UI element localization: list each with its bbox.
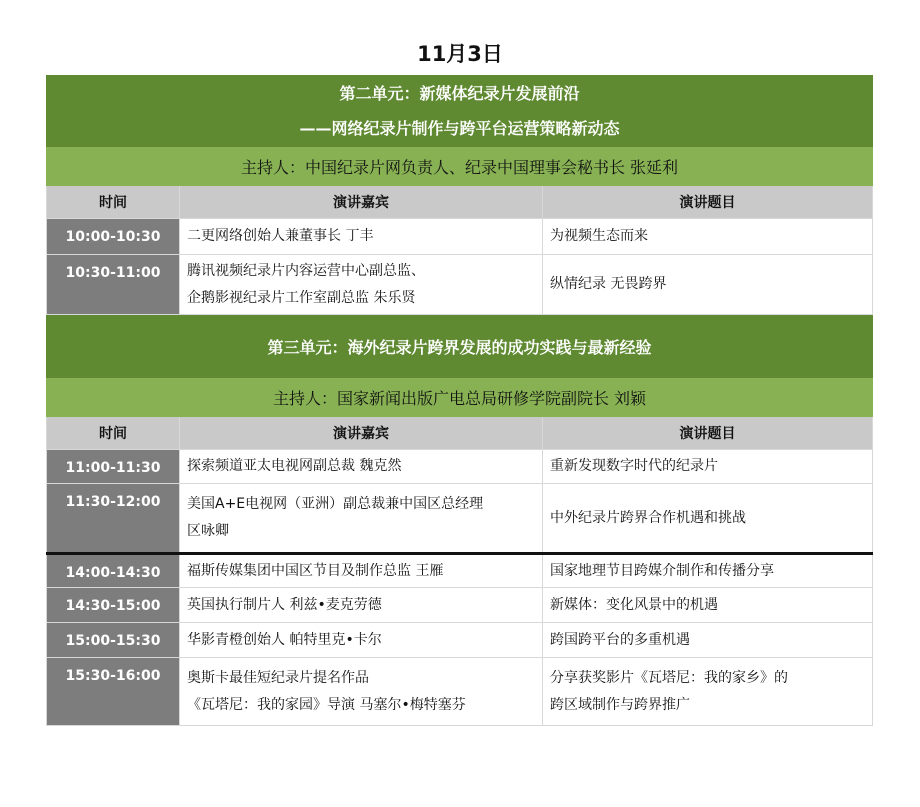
unit3-title-row [47, 315, 873, 378]
speaker-line: 企鹅影视纪录片工作室副总监 朱乐贤 [187, 289, 416, 306]
unit2-subtitle: ——网络纪录片制作与跨平台运营策略新动态 [299, 119, 620, 138]
topic-line: 国家地理节目跨媒介制作和传播分享 [550, 562, 774, 579]
speaker-line: 美国A+E电视网（亚洲）副总裁兼中国区总经理 [187, 496, 484, 512]
topic-line: 新媒体：变化风景中的机遇 [550, 596, 718, 613]
unit3-header-row [47, 417, 873, 450]
header-topic: 演讲题目 [543, 417, 873, 450]
topic-cell [543, 588, 873, 623]
header-speaker: 演讲嘉宾 [180, 186, 543, 219]
speaker-line: 福斯传媒集团中国区节目及制作总监 王雁 [187, 562, 444, 579]
topic-line: 分享获奖影片《瓦塔尼：我的家乡》的 [550, 669, 788, 686]
unit2-title-row [47, 76, 873, 147]
unit2-host-row [47, 147, 873, 186]
header-topic: 演讲题目 [543, 186, 873, 219]
unit3-title: 第三单元：海外纪录片跨界发展的成功实践与最新经验 [47, 315, 873, 378]
speaker-cell [180, 450, 543, 484]
speaker-line: 奥斯卡最佳短纪录片提名作品 [187, 669, 369, 686]
topic-cell: 纵情纪录 无畏跨界 [543, 255, 873, 315]
speaker-line: 腾讯视频纪录片内容运营中心副总监、 [187, 262, 425, 279]
header-speaker: 演讲嘉宾 [180, 417, 543, 450]
topic-cell [543, 554, 873, 588]
topic-line: 跨区域制作与跨界推广 [550, 696, 690, 713]
table-row [47, 588, 873, 623]
unit2-title-cell [47, 76, 873, 147]
time-cell: 14:00-14:30 [47, 554, 180, 588]
topic-cell [543, 623, 873, 658]
schedule-table [46, 75, 873, 726]
time-cell: 14:30-15:00 [47, 588, 180, 623]
speaker-cell [180, 219, 543, 255]
topic-line: 跨国跨平台的多重机遇 [550, 631, 690, 648]
page-date: 11月3日 [417, 42, 503, 66]
unit2-title: 第二单元：新媒体纪录片发展前沿 [339, 84, 580, 103]
speaker-cell [180, 658, 543, 726]
speaker-cell [180, 484, 543, 554]
speaker-line: 华影青橙创始人 帕特里克•卡尔 [187, 631, 382, 648]
table-row [47, 255, 873, 315]
topic-cell [543, 484, 873, 554]
unit2-host: 主持人：中国纪录片网负责人、纪录中国理事会秘书长 张延利 [47, 147, 873, 186]
header-time: 时间 [47, 417, 180, 450]
speaker-cell [180, 255, 543, 315]
speaker-cell [180, 588, 543, 623]
time-cell: 15:00-15:30 [47, 623, 180, 658]
topic-line: 中外纪录片跨界合作机遇和挑战 [550, 509, 746, 526]
table-row [47, 484, 873, 554]
time-cell: 10:00-10:30 [47, 219, 180, 255]
time-cell: 15:30-16:00 [47, 658, 180, 726]
table-row [47, 623, 873, 658]
time-cell: 11:00-11:30 [47, 450, 180, 484]
time-cell: 11:30-12:00 [47, 484, 180, 554]
topic-cell: 为视频生态而来 [543, 219, 873, 255]
table-row [47, 658, 873, 726]
topic-line: 重新发现数字时代的纪录片 [550, 458, 718, 474]
topic-cell [543, 450, 873, 484]
speaker-line: 区咏卿 [187, 523, 229, 539]
header-time: 时间 [47, 186, 180, 219]
topic-cell [543, 658, 873, 726]
time-cell: 10:30-11:00 [47, 255, 180, 315]
speaker-line: 探索频道亚太电视网副总裁 魏克然 [187, 458, 402, 474]
speaker-cell [180, 623, 543, 658]
speaker-cell [180, 554, 543, 588]
table-row [47, 219, 873, 255]
speaker-line: 《瓦塔尼：我的家园》导演 马塞尔•梅特塞芬 [187, 696, 466, 713]
table-row [47, 450, 873, 484]
unit3-host: 主持人：国家新闻出版广电总局研修学院副院长 刘颖 [47, 378, 873, 417]
speaker-line: 英国执行制片人 利兹•麦克劳德 [187, 596, 382, 613]
unit3-host-row [47, 378, 873, 417]
unit2-header-row [47, 186, 873, 219]
table-row [47, 554, 873, 588]
speaker-line: 二更网络创始人兼董事长 丁丰 [187, 228, 374, 244]
